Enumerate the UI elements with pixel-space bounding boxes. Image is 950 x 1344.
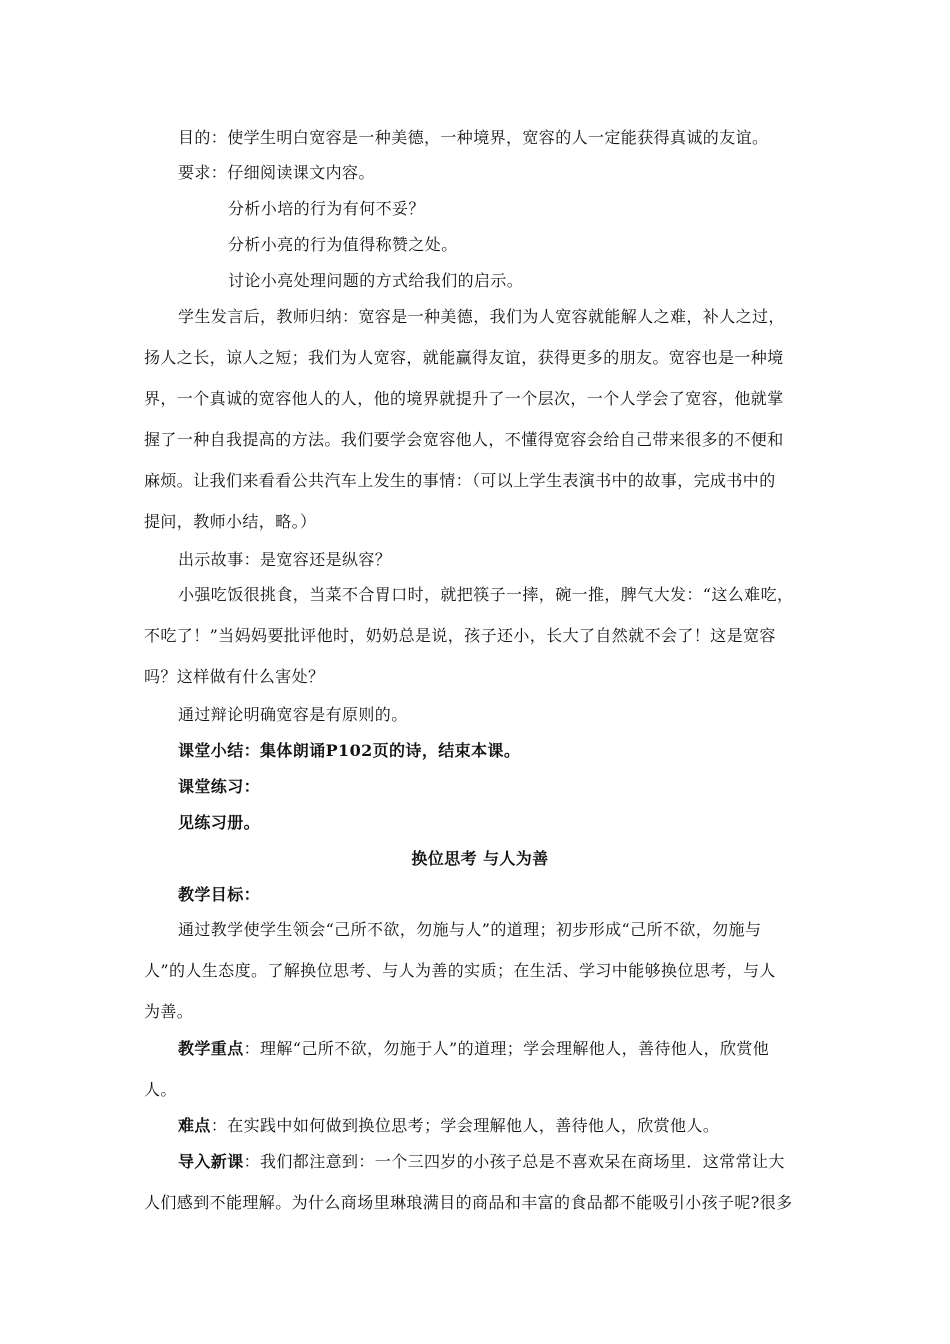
debate-line: 通过辩论明确宽容是有原则的。 [178,705,408,724]
key-point-line [178,1039,850,1059]
section-title: 换位思考 与人为善 [411,849,549,868]
teaching-goal-heading: 教学目标： [178,885,261,904]
class-summary-line: 课堂小结：集体朗诵P102页的诗，结束本课。 [178,741,521,760]
requirement-item: 分析小培的行为有何不妥？ [228,199,425,218]
paragraph-line: 麻烦。让我们来看看公共汽车上发生的事情：（可以上学生表演书中的故事，完成书中的 [144,471,776,490]
intro-label: 导入新课 [178,1152,244,1171]
paragraph-line: 提问，教师小结，略。） [144,512,317,531]
intro-text: ：我们都注意到：一个三四岁的小孩子总是不喜欢呆在商场里．这常常让大 [243,1152,785,1171]
goal-line: 人”的人生态度。了解换位思考、与人为善的实质；在生活、学习中能够换位思考，与人 [144,961,776,980]
story-line: 不吃了！”当妈妈要批评他时，奶奶总是说，孩子还小，长大了自然就不会了！这是宽容 [144,626,776,645]
requirement-item: 分析小亮的行为值得称赞之处。 [228,235,458,254]
difficulty-text: ：在实践中如何做到换位思考；学会理解他人，善待他人，欣赏他人。 [210,1116,720,1135]
paragraph-line: 界，一个真诚的宽容他人的人，他的境界就提升了一个层次，一个人学会了宽容，他就掌 [144,389,784,408]
story-title-line: 出示故事：是宽容还是纵容？ [178,550,392,569]
paragraph-line: 扬人之长，谅人之短；我们为人宽容，就能赢得友谊，获得更多的朋友。宽容也是一种境 [144,348,784,367]
story-line: 吗？这样做有什么害处？ [144,667,325,686]
difficulty-line [178,1116,850,1136]
requirement-line: 要求：仔细阅读课文内容。 [178,163,375,182]
class-practice-heading: 课堂练习： [178,777,261,796]
key-point-label: 教学重点 [178,1039,244,1058]
intro-line: 人们感到不能理解。为什么商场里琳琅满目的商品和丰富的食品都不能吸引小孩子呢?很多 [144,1193,793,1212]
requirement-item: 讨论小亮处理问题的方式给我们的启示。 [228,271,524,290]
practice-line: 见练习册。 [178,813,261,832]
paragraph-line: 握了一种自我提高的方法。我们要学会宽容他人，不懂得宽容会给自己带来很多的不便和 [144,430,784,449]
key-point-text: ：理解“己所不欲，勿施于人”的道理；学会理解他人，善待他人，欣赏他 [243,1039,770,1058]
difficulty-label: 难点 [178,1116,211,1135]
paragraph-line: 学生发言后，教师归纳：宽容是一种美德，我们为人宽容就能解人之难，补人之过， [178,307,785,326]
goal-line: 为善。 [144,1002,194,1021]
purpose-line: 目的：使学生明白宽容是一种美德，一种境界，宽容的人一定能获得真诚的友谊。 [178,128,769,147]
goal-line: 通过教学使学生领会“己所不欲，勿施与人”的道理；初步形成“己所不欲，勿施与 [178,920,762,939]
key-point-line: 人。 [144,1080,177,1099]
story-line: 小强吃饭很挑食，当菜不合胃口时，就把筷子一摔，碗一推，脾气大发：“这么难吃， [178,585,794,604]
intro-line [178,1152,850,1172]
